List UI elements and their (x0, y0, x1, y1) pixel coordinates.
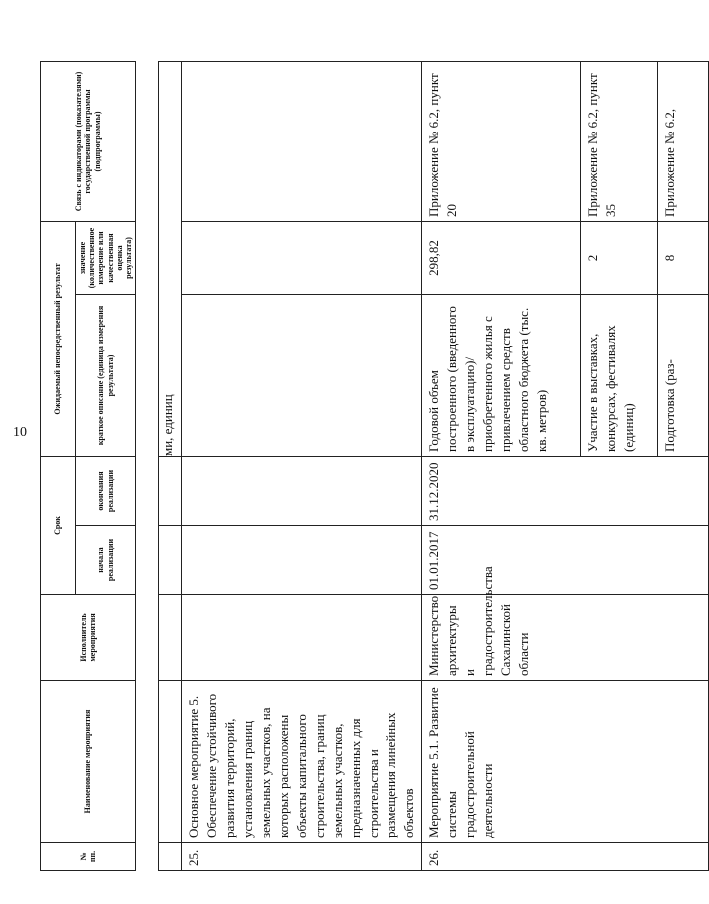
cell-start: 01.01.2017 (422, 526, 709, 595)
page-number: 10 (13, 425, 27, 440)
cell-value: 8 (658, 222, 709, 295)
cell-value (182, 222, 422, 295)
measures-table (40, 61, 709, 871)
cell-link: Приложение № 6.2, (658, 62, 709, 222)
cell-desc: Участие в выставках, конкурсах, фестивалях (единиц) (581, 295, 658, 457)
cell-link: Приложение № 6.2, пункт 20 (422, 62, 581, 222)
cell-executor: Министерство архитектуры и градостроительства Сахалинской области (422, 595, 709, 681)
cell-executor (182, 595, 422, 681)
table-row (182, 62, 422, 871)
header-link: Связь с индикаторами (показателями) государственной программы (подпрограммы) (41, 62, 136, 222)
cell-name: Мероприятие 5.1. Развитие системы градостроительной деятельности (422, 681, 709, 843)
cell-value: 2 (581, 222, 658, 295)
header-term-end: окончания реализации (76, 457, 136, 526)
cell-desc (182, 295, 422, 457)
cell-link (182, 62, 422, 222)
header-executor: Исполнитель мероприятия (41, 595, 136, 681)
cell-start (182, 526, 422, 595)
rotated-table-sheet (40, 62, 678, 871)
section-row (159, 62, 182, 871)
cell-end: 31.12.2020 (422, 457, 709, 526)
header-result: Ожидаемый непосредственный результат (41, 222, 76, 457)
cell-num: 25. (182, 843, 422, 871)
header-term-start: начала реализации (76, 526, 136, 595)
section-fragment: ми, единиц (159, 62, 182, 457)
cell-desc: Годовой объем построенного (введенного в эксплуатацию)/ приобретенного жилья с привлечением средств областного бюджета (тыс. кв. метров) (422, 295, 581, 457)
cell-value: 298,82 (422, 222, 581, 295)
header-term: Срок (41, 457, 76, 595)
cell-name: Основное мероприятие 5. Обеспечение устойчивого развития территорий, установления границ земельных участков, на которых расположены объекты капитального строительства, границ земельных участков, предназначенных для строительства и размещения линейных объектов (182, 681, 422, 843)
header-name: Наименование мероприятия (41, 681, 136, 843)
table-row (422, 62, 581, 871)
cell-end (182, 457, 422, 526)
cell-link: Приложение № 6.2, пункт 35 (581, 62, 658, 222)
cell-num: 26. (422, 843, 709, 871)
header-result-value: значение (количественное измерение или качественная оценка результата) (76, 222, 136, 295)
cell-desc: Подготовка (раз- (658, 295, 709, 457)
header-result-desc: краткое описание (единица измерения результата) (76, 295, 136, 457)
header-num: № пп. (41, 843, 136, 871)
